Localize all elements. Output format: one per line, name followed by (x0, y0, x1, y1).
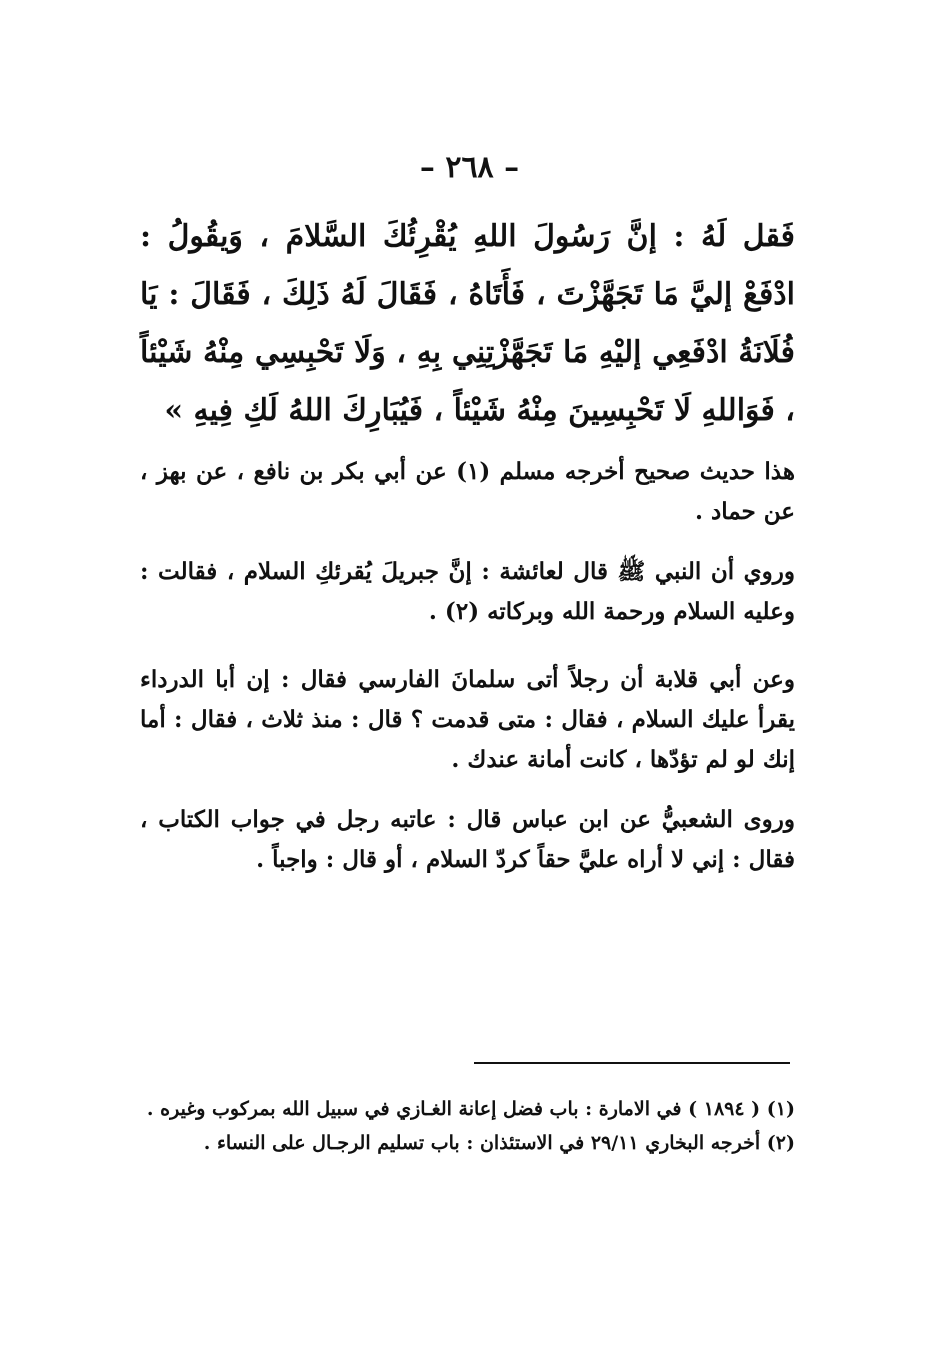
footnote-2: (٢) أخرجه البخاري ٢٩/١١ في الاستئذان : باب تسليم الرجـال على النساء . (203, 1132, 795, 1154)
paragraph-takhrij: هذا حديث صحيح أخرجه مسلم (١) عن أبي بكر بن نافع ، عن بهز ، عن حماد . (140, 458, 795, 525)
paragraph-abu-qilaba: وعن أبي قلابة أن رجلاً أتى سلمانَ الفارسي فقال : إن أبا الدرداء يقرأ عليك السلام ، فقال : متى قدمت ؟ قال : منذ ثلاث ، فقال : أما إنك لو لم تؤدّها ، كانت أمانة عندك . (140, 666, 795, 773)
paragraph-aisha: وروي أن النبي ﷺ قال لعائشة : إنَّ جبريلَ يُقرئكِ السلام ، فقالت : وعليه السلام ورحمة الله وبركاته (٢) . (140, 558, 795, 625)
hadith-text: فَقل لَهُ : إنَّ رَسُولَ اللهِ يُقْرِئُكَ السَّلامَ ، وَيقُولُ : ادْفَعْ إليَّ مَا تَجَهَّزْتَ ، فَأَتَاهُ ، فَقَالَ لَهُ ذَلِكَ ، فَقَالَ : يَا فُلَانَةُ ادْفَعِي إليْهِ مَا تَجَهَّزْتِنِي بِهِ ، وَلَا تَحْبِسِي مِنْهُ شَيْئاً ، فَوَاللهِ لَا تَحْبِسِينَ مِنْهُ شَيْئاً ، فَيُبَارِكَ اللهُ لَكِ فِيهِ » (140, 219, 795, 428)
footnote-divider (474, 1062, 790, 1064)
page-number: – ٢٦٨ – (419, 150, 520, 185)
footnote-1: (١) ( ١٨٩٤ ) في الامارة : باب فضل إعانة الغـازي في سبيل الله بمركوب وغيره . (146, 1098, 795, 1120)
paragraph-shabi: وروى الشعبيُّ عن ابن عباس قال : عاتبه رجل في جواب الكتاب ، فقال : إني لا أراه عليَّ حقاً كردّ السلام ، أو قال : واجباً . (140, 806, 795, 873)
footnotes (140, 1092, 795, 1160)
